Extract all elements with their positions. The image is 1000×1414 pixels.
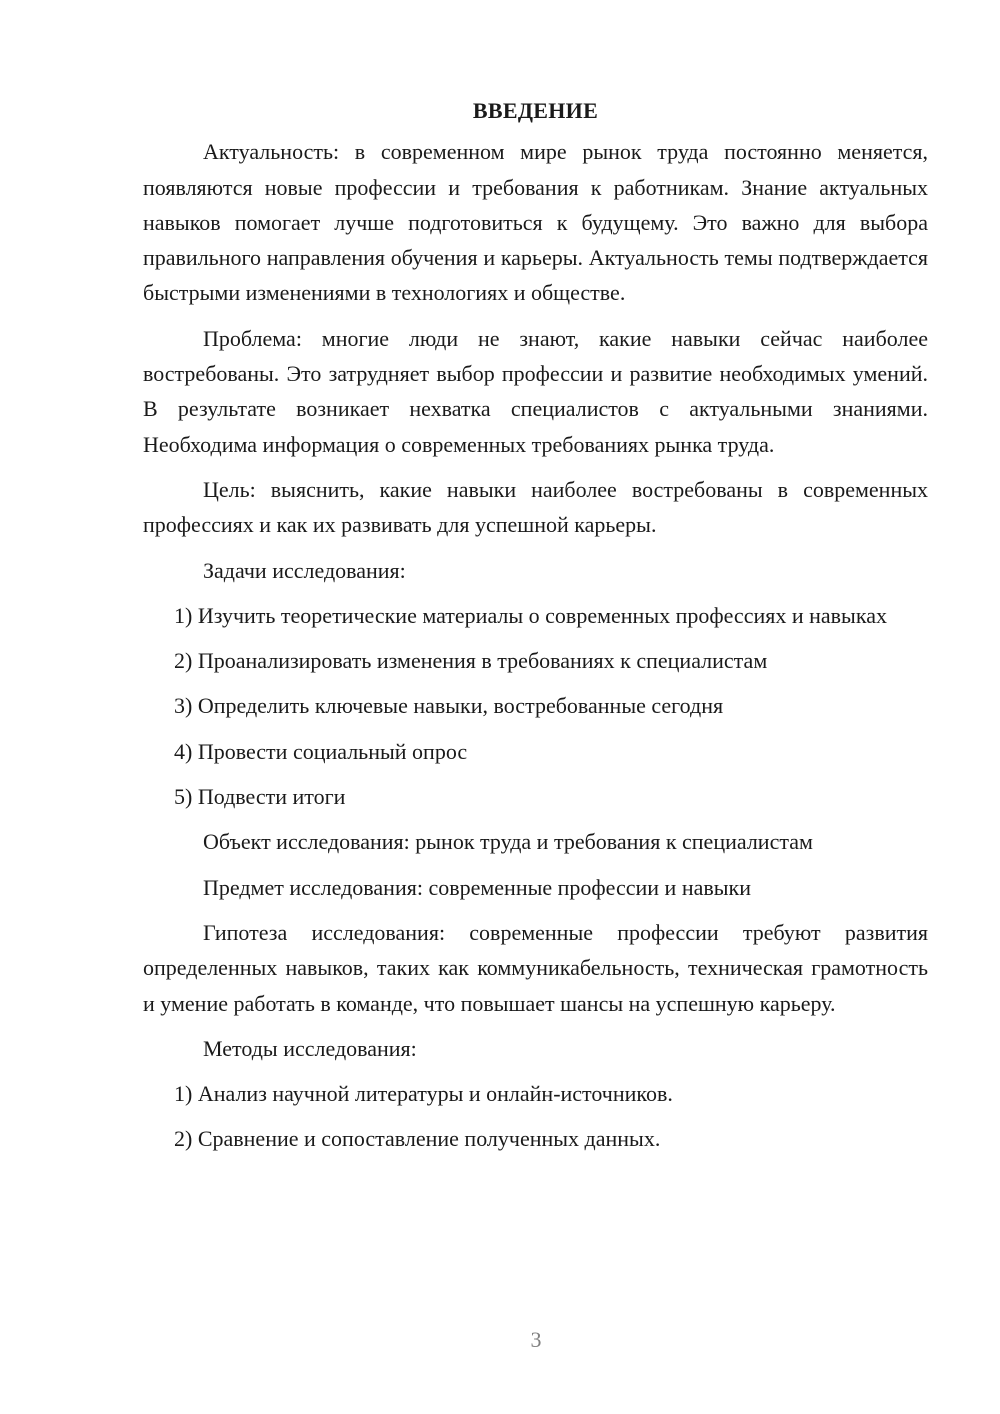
object-paragraph: Объект исследования: рынок труда и требования к специалистам <box>203 829 813 855</box>
goal-paragraph: Цель: выяснить, какие навыки наиболее востребованы в современных профессиях и как их развивать для успешной карьеры. <box>143 476 928 538</box>
page-body <box>143 93 928 1157</box>
task-item: 3) Определить ключевые навыки, востребованные сегодня <box>174 693 724 719</box>
page-number: 3 <box>530 1327 542 1352</box>
task-item: 4) Провести социальный опрос <box>174 738 468 764</box>
task-item: 1) Изучить теоретические материалы о современных профессиях и навыках <box>174 602 887 628</box>
section-heading: ВВЕДЕНИЕ <box>472 98 599 123</box>
method-item: 1) Анализ научной литературы и онлайн-источников. <box>174 1081 673 1107</box>
subject-paragraph: Предмет исследования: современные профессии и навыки <box>203 874 752 900</box>
method-item: 2) Сравнение и сопоставление полученных данных. <box>174 1126 661 1152</box>
relevance-paragraph: Актуальность: в современном мире рынок труда постоянно меняется, появляются новые профессии и требования к работникам. Знание актуальных навыков помогает лучше подготовиться к будущему. Это важно для выбора правильного направления обучения и карьеры. Актуальность темы подтверждается быстрыми изменениями в технологиях и обществе. <box>143 139 928 306</box>
task-item: 5) Подвести итоги <box>174 784 346 810</box>
hypothesis-paragraph: Гипотеза исследования: современные профессии требуют развития определенных навыков, таких как коммуникабельность, техническая грамотность и умение работать в команде, что повышает шансы на успешную карьеру. <box>143 919 928 1016</box>
problem-paragraph: Проблема: многие люди не знают, какие навыки сейчас наиболее востребованы. Это затрудняет выбор профессии и развитие необходимых умений. В результате возникает нехватка специалистов с актуальными знаниями. Необходима информация о современных требованиях рынка труда. <box>143 325 928 457</box>
tasks-title: Задачи исследования: <box>203 557 406 583</box>
task-item: 2) Проанализировать изменения в требованиях к специалистам <box>174 648 768 674</box>
methods-title: Методы исследования: <box>203 1035 417 1061</box>
